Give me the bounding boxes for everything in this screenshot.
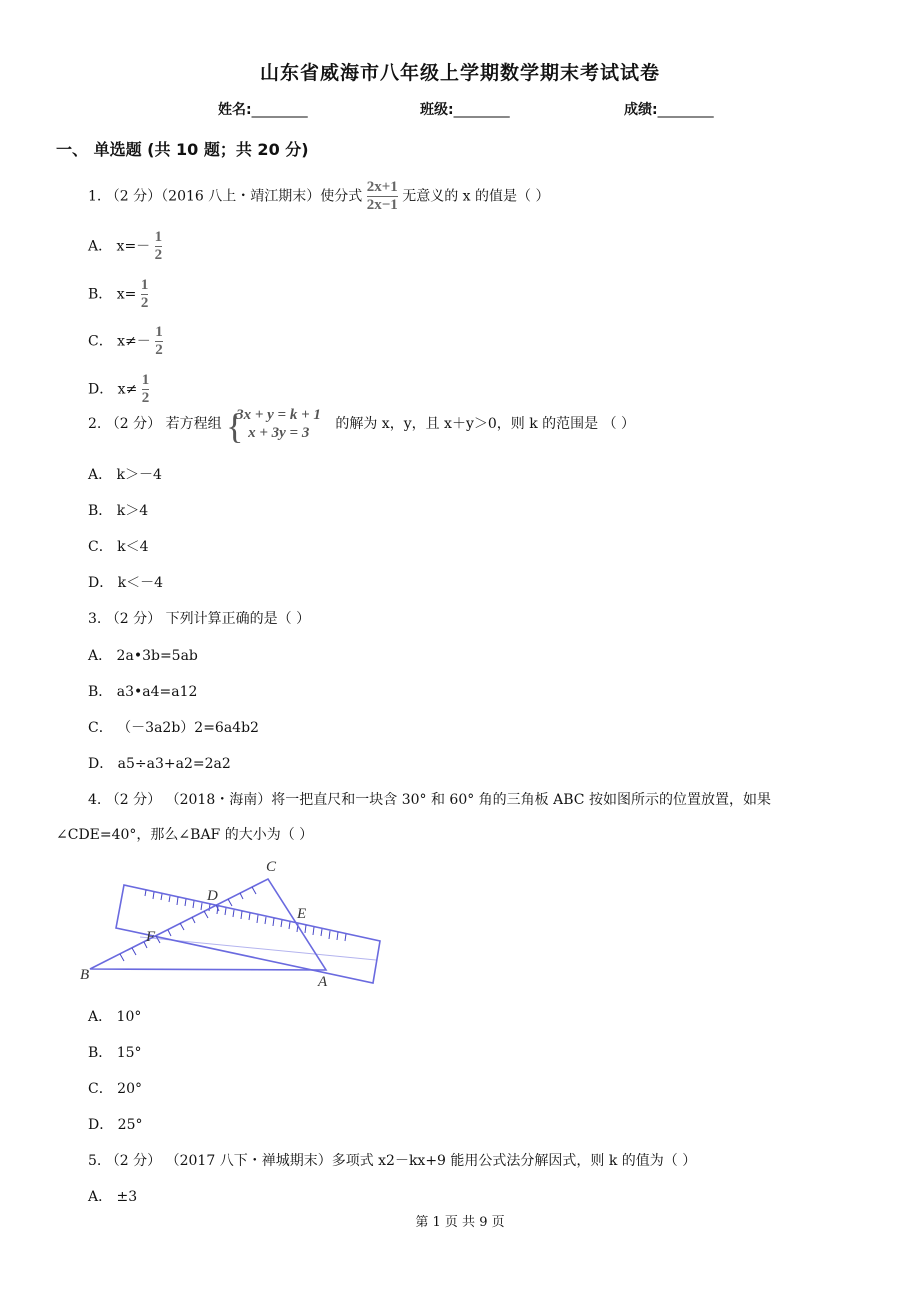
q2-eq2: x + 3y = 3 <box>248 425 310 441</box>
question-2 <box>88 406 636 446</box>
q1-frac-num: 2x+1 <box>366 179 398 195</box>
class-label: 班级: <box>420 102 454 118</box>
label-b: B <box>80 967 90 983</box>
q2-suffix: 的解为 x，y，且 x＋y＞0，则 k 的范围是 （ ） <box>335 416 636 432</box>
q1-fraction <box>367 180 398 213</box>
name-label: 姓名: <box>218 102 252 118</box>
q3-option-d[interactable]: D． a5÷a3+a2=2a2 <box>88 756 231 772</box>
q4-option-a[interactable]: A． 10° <box>88 1009 142 1025</box>
label-e: E <box>297 906 307 922</box>
q3-option-c[interactable]: C． （－3a2b）2=6a4b2 <box>88 720 259 736</box>
q2-equation-system: { 3x + y = k + 1 x + 3y = 3 <box>226 406 321 446</box>
label-c: C <box>266 859 277 875</box>
q1-option-a-frac: $\frac{1}{2}$ <box>154 229 163 263</box>
q2-option-a[interactable]: A． k＞－4 <box>88 467 162 483</box>
q5-option-a[interactable]: A． ±3 <box>88 1189 138 1205</box>
section-heading: 一、 单选题 (共 10 题；共 20 分) <box>56 140 309 159</box>
score-blank: ________ <box>657 102 714 118</box>
q1-option-c-frac: $\frac{1}{2}$ <box>155 324 163 358</box>
q3-option-a[interactable]: A． 2a•3b=5ab <box>88 648 198 664</box>
question-1 <box>88 180 549 213</box>
q1-option-a[interactable] <box>88 230 162 263</box>
q2-prefix: 2. （2 分） 若方程组 <box>88 416 222 432</box>
name-blank: ________ <box>251 102 308 118</box>
q1-frac-den: 2x−1 <box>366 197 398 213</box>
triangle-ticks <box>120 887 256 961</box>
q1-option-a-label: A． x=－ <box>88 238 151 255</box>
q1-option-b-label: B． x= <box>88 286 137 303</box>
q4-option-d[interactable]: D． 25° <box>88 1117 143 1133</box>
q2-option-b[interactable]: B． k＞4 <box>88 503 149 519</box>
q1-option-d[interactable] <box>88 373 149 406</box>
question-3: 3. （2 分） 下列计算正确的是（ ） <box>88 611 311 627</box>
name-field <box>218 99 308 119</box>
q1-prefix: 1. （2 分）（2016 八上・靖江期末）使分式 <box>88 188 363 205</box>
q1-suffix: 无意义的 x 的值是（ ） <box>402 188 550 205</box>
q1-option-c-label: C． x≠－ <box>88 333 151 350</box>
q1-option-d-frac: $\frac{1}{2}$ <box>141 372 150 406</box>
question-4-line1: 4. （2 分） （2018・海南）将一把直尺和一块含 30° 和 60° 角的三角板 ABC 按如图所示的位置放置，如果 <box>88 792 771 808</box>
q3-option-b[interactable]: B． a3•a4=a12 <box>88 684 198 700</box>
q2-option-d[interactable]: D． k＜－4 <box>88 575 164 591</box>
ruler-shape <box>116 885 380 983</box>
label-d: D <box>207 888 218 904</box>
score-field <box>624 99 714 119</box>
question-5: 5. （2 分） （2017 八下・禅城期末）多项式 x2－kx+9 能用公式法分解因式，则 k 的值为（ ） <box>88 1153 697 1169</box>
q1-option-c[interactable] <box>88 325 163 358</box>
score-label: 成绩: <box>624 102 658 118</box>
class-blank: ________ <box>453 102 510 118</box>
q1-option-b[interactable] <box>88 278 148 311</box>
q4-option-c[interactable]: C． 20° <box>88 1081 142 1097</box>
q1-option-d-label: D． x≠ <box>88 381 138 398</box>
question-4-line2: ∠CDE=40°，那么∠BAF 的大小为（ ） <box>56 827 314 843</box>
q2-eq1: 3x + y = k + 1 <box>236 407 321 423</box>
q4-option-b[interactable]: B． 15° <box>88 1045 142 1061</box>
ruler-ticks <box>145 890 346 941</box>
q1-option-b-frac: $\frac{1}{2}$ <box>140 277 149 311</box>
label-f: F <box>146 929 156 945</box>
label-a: A <box>318 974 328 990</box>
q2-option-c[interactable]: C． k＜4 <box>88 539 149 555</box>
class-field <box>420 99 510 119</box>
page-footer: 第 1 页 共 9 页 <box>415 1215 505 1230</box>
q4-ruler-triangle-figure <box>80 855 390 990</box>
page-title: 山东省威海市八年级上学期数学期末考试试卷 <box>259 62 660 84</box>
